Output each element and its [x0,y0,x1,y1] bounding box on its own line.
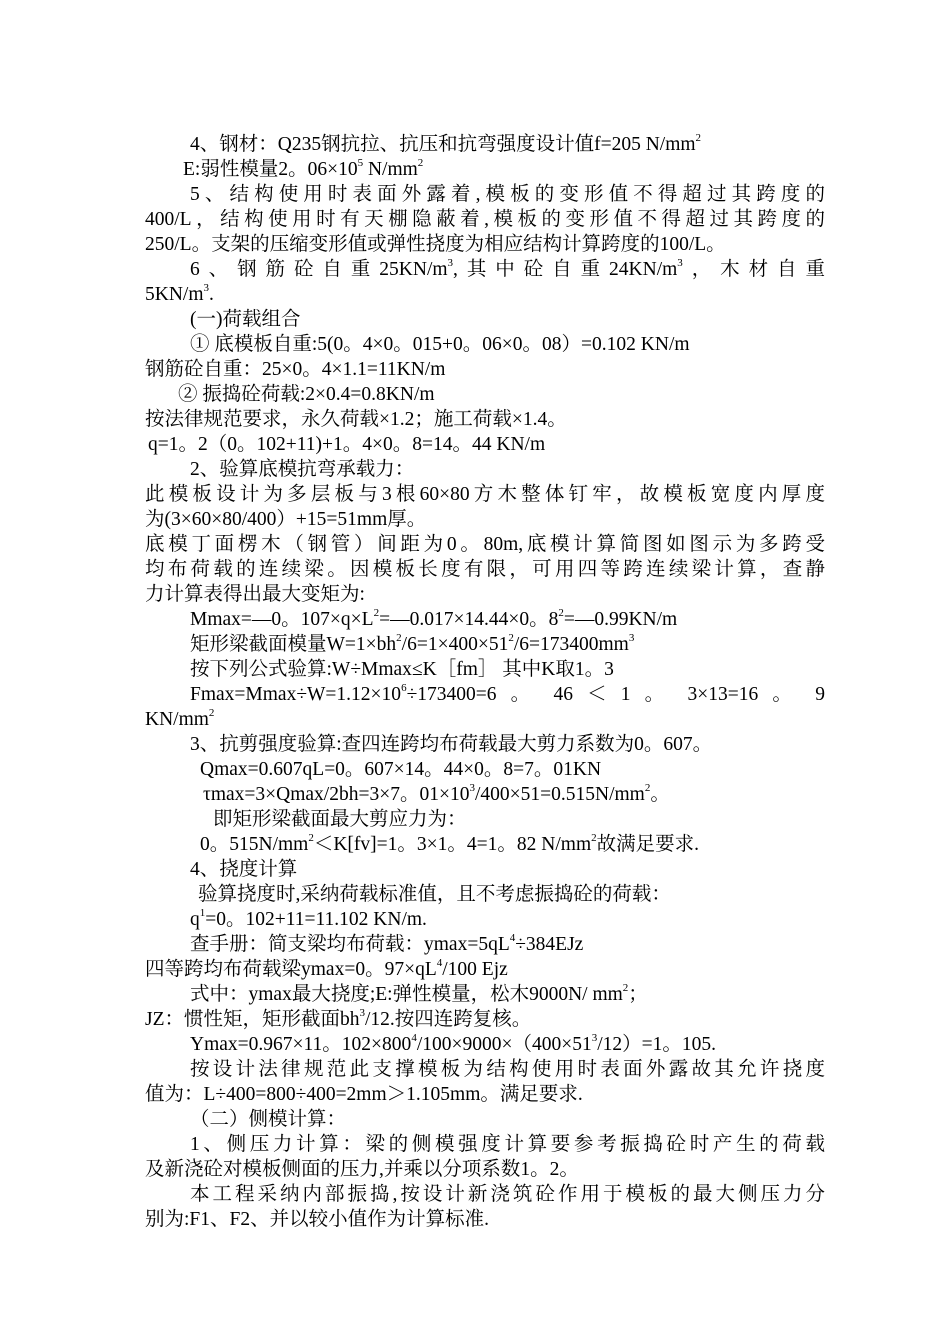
text-line [190,182,825,207]
text-line [190,607,825,632]
line-text: E:弱性模量2。06×10 [183,159,358,180]
text-line [145,357,825,382]
text-line [190,982,825,1007]
line-text: N/mm [363,159,418,180]
line-text: 5、结构使用时表面外露着,模板的变形值不得超过其跨度的 [190,184,825,205]
line-text: ② 振捣砼荷载:2×0.4=0.8KN/m [178,384,435,405]
superscript: 5 [357,156,364,169]
line-text: 验算挠度时,采纳荷载标准值，且不考虑振捣砼的荷载： [198,884,671,905]
superscript: 2 [508,631,514,644]
text-line [203,782,825,807]
line-text: 底模丁面楞木（钢管）间距为0。80m,底模计算简图如图示为多跨受 [145,534,825,555]
text-line [148,432,825,457]
line-text: ,其中砼自重24KN/m [453,259,678,280]
text-line [190,1107,825,1132]
line-text: =0。102+11=11.102 KN/m. [205,909,427,930]
text-line [190,257,825,282]
line-text: τmax=3×Qmax/2bh=3×7。01×10 [203,784,470,805]
superscript: 2 [396,631,402,644]
line-text: （二）侧模计算： [190,1109,347,1130]
text-line [200,757,825,782]
superscript: 3 [677,256,683,269]
line-text: 按下列公式验算:W÷Mmax≤K［fm］ 其中K取1。3 [190,659,614,680]
text-line [190,1057,825,1082]
text-line [145,482,825,507]
line-text: 0。515N/mm [200,834,309,855]
text-line [145,1207,825,1232]
superscript: 4 [436,956,443,969]
text-line [145,282,825,307]
superscript: 2 [622,981,629,994]
text-line [190,857,825,882]
line-text: 250/L。支架的压缩变形值或弹性挠度为相应结构计算跨度的100/L。 [145,234,726,255]
text-line [190,932,825,957]
line-text: 查手册：简支梁均布荷载：ymax=5qL [190,934,510,955]
text-line [145,707,825,732]
line-text: ÷173400=6 。 46 ＜ 1 。 3×13=16 。 9 [406,684,825,705]
text-line [145,1157,825,1182]
line-text: 6、钢筋砼自重25KN/m [190,259,448,280]
line-text: . [209,284,214,305]
superscript: 2 [695,131,702,144]
line-text: 400/L，结构使用时有天棚隐蔽着,模板的变形值不得超过其跨度的 [145,209,825,230]
line-text: ； [628,984,648,1005]
line-text: (一)荷载组合 [190,309,301,330]
text-line [190,632,825,657]
text-line [213,807,825,832]
line-text: ÷384EJz [515,934,584,955]
text-line [145,1007,825,1032]
text-line [145,407,825,432]
line-text: 2、验算底模抗弯承载力： [190,459,415,480]
text-line [145,232,825,257]
superscript: 3 [469,781,475,794]
superscript: 3 [591,1031,598,1044]
text-line [145,1082,825,1107]
superscript: 6 [401,681,407,694]
line-text: 式中：ymax最大挠度;E:弹性模量，松木9000N/ mm [190,984,623,1005]
line-text: 力计算表得出最大变矩为: [145,584,365,605]
line-text: ＜K[fv]=1。3×1。4=1。82 N/mm [313,834,592,855]
line-text: Fmax=Mmax÷W=1.12×10 [190,684,402,705]
line-text: JZ：惯性矩，矩形截面bh [145,1009,360,1030]
superscript: 4 [509,931,516,944]
line-text: q=1。2（0。102+11)+1。4×0。8=14。44 KN/m [148,434,546,455]
line-text: 。 [650,784,670,805]
text-line [190,1032,825,1057]
text-line [190,682,825,707]
line-text: Mmax=—0。107×q×L [190,609,374,630]
line-text: 别为:F1、F2、并以较小值作为计算标准. [145,1209,489,1230]
text-line [190,732,825,757]
text-line [183,157,825,182]
superscript: 2 [308,831,314,844]
line-text: /100 Ejz [442,959,508,980]
superscript: 2 [558,606,564,619]
line-text: /6=173400mm [513,634,629,655]
text-line [145,532,825,557]
line-text: /100×9000×（400×51 [416,1034,592,1055]
line-text: ，木材自重 [682,259,825,280]
line-text: 四等跨均布荷载梁ymax=0。97×qL [145,959,437,980]
line-text: 4、钢材：Q235钢抗拉、抗压和抗弯强度设计值f=205 N/mm [190,134,696,155]
text-line [145,507,825,532]
superscript: 2 [644,781,651,794]
superscript: 3 [359,1006,366,1019]
line-text: 本工程采纳内部振捣,按设计新浇筑砼作用于模板的最大侧压力分 [190,1184,825,1205]
line-text: =—0.99KN/m [563,609,678,630]
text-line [190,457,825,482]
line-text: 按法律规范要求，永久荷载×1.2；施工荷载×1.4。 [145,409,567,430]
superscript: 2 [591,831,597,844]
superscript: 2 [373,606,380,619]
line-text: =—0.017×14.44×0。8 [379,609,559,630]
text-line [198,882,825,907]
line-text: 5KN/m [145,284,204,305]
superscript: 4 [411,1031,417,1044]
text-line [145,957,825,982]
line-text: 故满足要求. [596,834,700,855]
line-text: 1、侧压力计算：梁的侧模强度计算要参考振捣砼时产生的荷载 [190,1134,825,1155]
line-text: 即矩形梁截面最大剪应力为： [213,809,467,830]
superscript: 3 [203,281,209,294]
text-line [145,557,825,582]
superscript: 3 [447,256,454,269]
line-text: 值为：L÷400=800÷400=2mm＞1.105mm。满足要求. [145,1084,583,1105]
line-text: 此模板设计为多层板与3根60×80方木整体钉牢，故模板宽度内厚度 [145,484,825,505]
text-line [190,907,825,932]
text-line [145,207,825,232]
line-text: /12）=1。105. [597,1034,717,1055]
text-line [190,657,825,682]
text-line [190,332,825,357]
superscript: 2 [417,156,424,169]
line-text: /12.按四连跨复核。 [365,1009,532,1030]
line-text: /6=1×400×51 [401,634,509,655]
line-text: 为(3×60×80/400）+15=51mm厚。 [145,509,427,530]
line-text: 3、抗剪强度验算:查四连跨均布荷载最大剪力系数为0。607。 [190,734,713,755]
line-text: 按设计法律规范此支撑模板为结构使用时表面外露故其允许挠度 [190,1059,825,1080]
text-line [178,382,825,407]
line-text: Ymax=0.967×11。102×800 [190,1034,412,1055]
text-line [190,307,825,332]
text-line [200,832,825,857]
text-line [190,1132,825,1157]
superscript: 1 [199,906,206,919]
line-text: 矩形梁截面模量W=1×bh [190,634,397,655]
superscript: 3 [628,631,635,644]
line-text: ① 底模板自重:5(0。4×0。015+0。06×0。08）=0.102 KN/m [190,334,690,355]
superscript: 2 [208,706,215,719]
text-line [145,582,825,607]
text-line [190,1182,825,1207]
line-text: /400×51=0.515N/mm [474,784,645,805]
line-text: Qmax=0.607qL=0。607×14。44×0。8=7。01KN [200,759,602,780]
text-line [190,132,825,157]
line-text: q [190,909,200,930]
line-text: 及新浇砼对模板侧面的压力,并乘以分项系数1。2。 [145,1159,579,1180]
line-text: 均布荷载的连续梁。因模板长度有限，可用四等跨连续梁计算，查静 [145,559,825,580]
line-text: KN/mm [145,709,209,730]
line-text: 4、挠度计算 [190,859,298,880]
line-text: 钢筋砼自重：25×0。4×1.1=11KN/m [145,359,446,380]
